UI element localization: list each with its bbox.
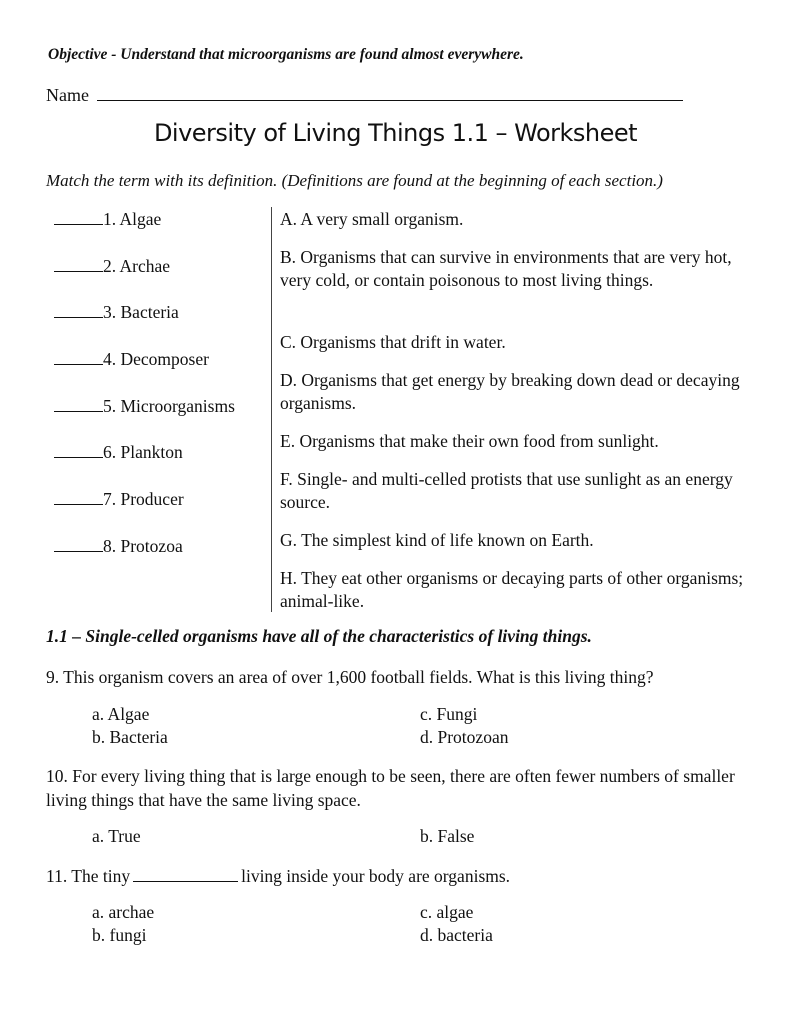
objective-text: - Understand that microorganisms are found almost everywhere.: [107, 46, 524, 63]
term-label: 8. Protozoa: [103, 536, 183, 556]
instructions: Match the term with its definition. (Definitions are found at the beginning of each section.): [46, 171, 663, 190]
term-row: [54, 302, 179, 323]
term-row: [54, 349, 209, 370]
term-row: [54, 536, 183, 557]
option[interactable]: b. False: [420, 826, 475, 846]
option[interactable]: b. Bacteria: [92, 727, 168, 747]
answer-blank[interactable]: [54, 443, 103, 458]
answer-blank[interactable]: [54, 537, 103, 552]
term-label: 2. Archae: [103, 256, 171, 276]
option[interactable]: c. algae: [420, 902, 474, 922]
option[interactable]: d. bacteria: [420, 925, 493, 945]
answer-blank[interactable]: [54, 397, 103, 412]
answer-blank[interactable]: [54, 210, 103, 225]
term-row: [54, 489, 184, 510]
definition-g: G. The simplest kind of life known on Earth.: [280, 530, 594, 550]
option[interactable]: c. Fungi: [420, 704, 478, 724]
page-title: Diversity of Living Things 1.1 – Worksheet: [153, 119, 638, 147]
answer-blank[interactable]: [54, 257, 103, 272]
answer-blank[interactable]: [54, 490, 103, 505]
option[interactable]: d. Protozoan: [420, 727, 509, 747]
name-row: [46, 82, 683, 106]
definition-b: B. Organisms that can survive in environments that are very hot, very cold, or contain poisonous to most living things.: [280, 247, 732, 290]
term-label: 4. Decomposer: [103, 349, 209, 369]
question-11-text-after: living inside your body are organisms.: [241, 866, 511, 886]
question-11-text-before: 11. The tiny: [46, 866, 131, 886]
answer-blank[interactable]: [54, 303, 103, 318]
term-row: [54, 256, 170, 277]
matching-divider: [271, 207, 272, 612]
term-label: 1. Algae: [103, 209, 162, 229]
term-label: 3. Bacteria: [103, 302, 179, 322]
term-label: 5. Microorganisms: [103, 396, 235, 416]
definition-f: F. Single- and multi-celled protists that use sunlight as an energy source.: [280, 469, 733, 512]
definition-e: E. Organisms that make their own food from sunlight.: [280, 431, 659, 451]
objective-label: Objective: [48, 46, 108, 63]
answer-blank[interactable]: [54, 350, 103, 365]
option[interactable]: a. Algae: [92, 704, 150, 724]
name-label: Name: [46, 85, 89, 105]
definition-c: C. Organisms that drift in water.: [280, 332, 506, 352]
fill-in-blank[interactable]: [133, 867, 238, 882]
definition-a: A. A very small organism.: [280, 209, 464, 229]
question-9: 9. This organism covers an area of over 1,600 football fields. What is this living thing?: [46, 667, 654, 687]
option[interactable]: a. archae: [92, 902, 155, 922]
question-10: 10. For every living thing that is large enough to be seen, there are often fewer numbers of smaller living things that have the same living space.: [46, 766, 735, 810]
question-11: [46, 864, 510, 888]
term-label: 6. Plankton: [103, 442, 183, 462]
term-row: [54, 209, 161, 230]
definition-d: D. Organisms that get energy by breaking down dead or decaying organisms.: [280, 370, 740, 413]
term-row: [54, 442, 183, 463]
option[interactable]: b. fungi: [92, 925, 147, 945]
section-heading: 1.1 – Single-celled organisms have all of the characteristics of living things.: [46, 626, 592, 646]
name-field[interactable]: [97, 82, 683, 101]
term-row: [54, 396, 235, 417]
definition-h: H. They eat other organisms or decaying parts of other organisms; animal-like.: [280, 568, 744, 611]
option[interactable]: a. True: [92, 826, 141, 846]
objective: [48, 46, 524, 64]
term-label: 7. Producer: [103, 489, 184, 509]
